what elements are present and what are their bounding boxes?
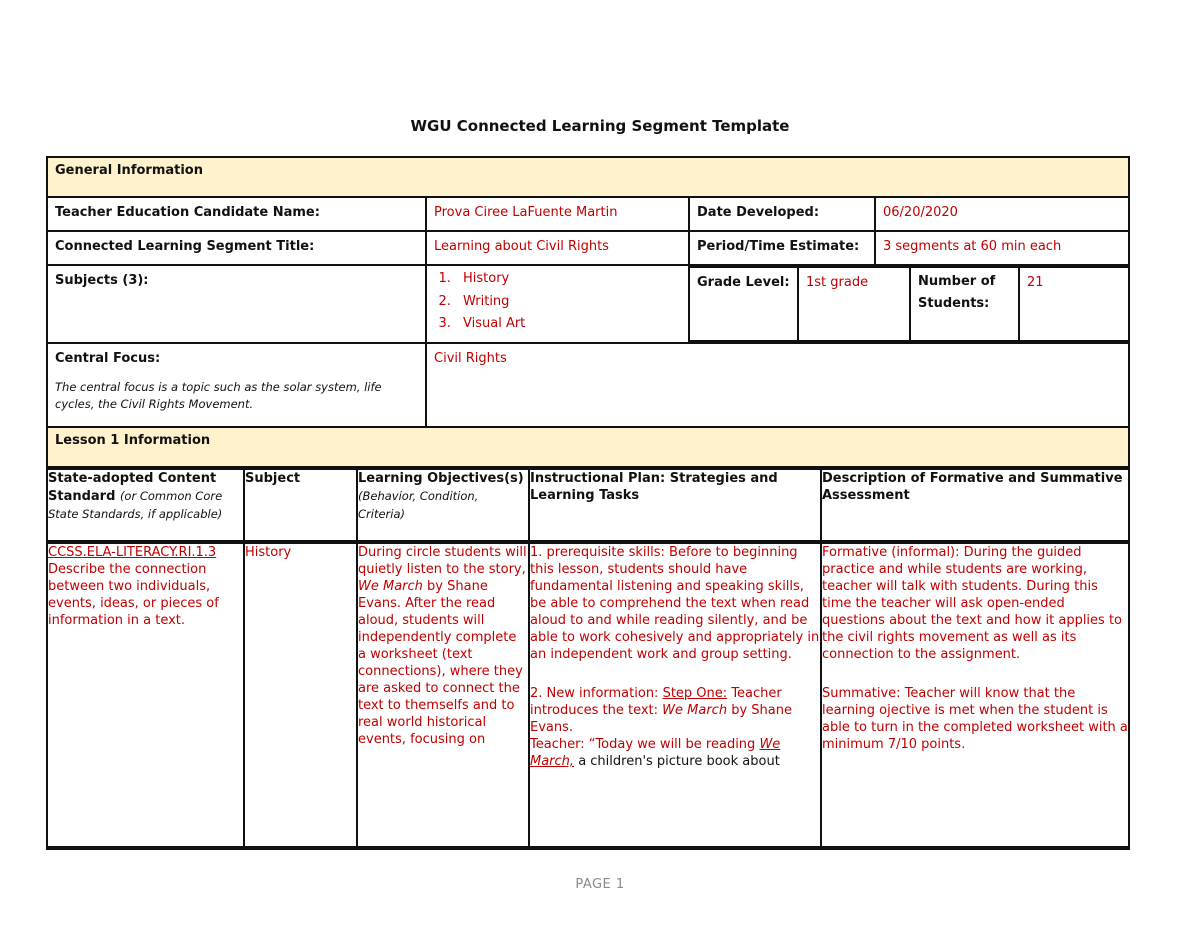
assessment-header: Description of Formative and Summative Assessment xyxy=(821,469,1130,541)
objectives-header xyxy=(357,469,529,541)
subjects-list-cell xyxy=(426,265,689,343)
objective-text-2: by Shane Evans. After the read aloud, students will independently complete a worksheet (text connections), where they are asked to connect the text to themselfs and to real world historical events, focusing on xyxy=(358,579,523,747)
plan-prerequisite-skills: 1. prerequisite skills: Before to beginning this lesson, students should have fundamental listening and speaking skills, be able to comprehend the text when read aloud to and while reading silently, and be able to work cohesively and appropriately in an independent work and group setting. xyxy=(530,545,820,662)
plan-step-one: Step One: xyxy=(662,686,728,701)
plan-quote-end: a children's picture book about xyxy=(578,754,780,769)
standard-header xyxy=(48,469,244,541)
standard-description: Describe the connection between two individuals, events, ideas, or pieces of information in a text. xyxy=(48,562,219,628)
assessment-cell xyxy=(821,543,1130,847)
date-developed-value: 06/20/2020 xyxy=(875,197,1129,231)
grade-level-value: 1st grade xyxy=(798,267,910,341)
plan-author: by Shane Evans. xyxy=(530,703,792,735)
subject-item: 3. Visual Art xyxy=(455,313,688,336)
standard-header-note: (or Common Core State Standards, if applicable) xyxy=(48,489,223,521)
objectives-header-note: (Behavior, Condition, Criteria) xyxy=(358,489,479,521)
number-of-students-value: 21 xyxy=(1019,267,1130,341)
subjects-label: Subjects (3): xyxy=(47,265,426,343)
learning-objective-cell xyxy=(357,543,529,847)
period-time-label: Period/Time Estimate: xyxy=(689,231,875,265)
plan-book-title: We March xyxy=(662,703,728,718)
subject-header: Subject xyxy=(244,469,357,541)
formative-assessment: Formative (informal): During the guided practice and while students are working, teacher will talk with students. During this time the teacher will ask open-ended questions about the text and how it applies to the civil rights movement as well as its connection to the assignment. xyxy=(822,545,1123,662)
objective-book-title: We March xyxy=(358,579,423,594)
segment-title-value: Learning about Civil Rights xyxy=(426,231,689,265)
summative-assessment: Summative: Teacher will know that the learning ojective is met when the student is able to turn in the completed worksheet with a minimum 7/10 points. xyxy=(822,686,1128,752)
date-developed-label: Date Developed: xyxy=(689,197,875,231)
lesson-1-table-cell xyxy=(47,467,1129,849)
period-time-value: 3 segments at 60 min each xyxy=(875,231,1129,265)
standard-code-link[interactable]: CCSS.ELA-LITERACY.RI.1.3 xyxy=(48,545,217,560)
candidate-name-value: Prova Ciree LaFuente Martin xyxy=(426,197,689,231)
standard-cell xyxy=(48,543,244,847)
plan-quote-book-title: We March, xyxy=(530,737,781,769)
subjects-list xyxy=(427,268,688,336)
objective-text-1: During circle students will quietly listen to the story, xyxy=(358,545,527,577)
subject-item: 2. Writing xyxy=(455,291,688,314)
candidate-name-label: Teacher Education Candidate Name: xyxy=(47,197,426,231)
lesson-template-table xyxy=(46,156,1130,850)
instructional-plan-header: Instructional Plan: Strategies and Learning Tasks xyxy=(529,469,821,541)
plan-new-info-label: 2. New information: xyxy=(530,686,659,701)
grade-students-cell xyxy=(689,265,1129,343)
instructional-plan-cell xyxy=(529,543,821,847)
subject-item: 1. History xyxy=(455,268,688,291)
standard-header-label: State-adopted Content Standard xyxy=(48,471,217,504)
segment-title-label: Connected Learning Segment Title: xyxy=(47,231,426,265)
central-focus-cell xyxy=(47,343,426,427)
page-number-footer: PAGE 1 xyxy=(575,877,625,892)
central-focus-value: Civil Rights xyxy=(426,343,1129,427)
grade-level-label: Grade Level: xyxy=(690,267,798,341)
central-focus-label: Central Focus: xyxy=(55,351,161,366)
objectives-header-label: Learning Objectives(s) xyxy=(358,471,524,486)
plan-quote-start: Teacher: “Today we will be reading xyxy=(530,737,756,752)
subject-value: History xyxy=(244,543,357,847)
plan-teacher-quote xyxy=(530,736,820,770)
lesson-1-information-heading: Lesson 1 Information xyxy=(47,427,1129,467)
document-title: WGU Connected Learning Segment Template xyxy=(410,117,790,135)
central-focus-note: The central focus is a topic such as the solar system, life cycles, the Civil Rights Movement. xyxy=(55,380,382,411)
number-of-students-label: Number of Students: xyxy=(910,267,1019,341)
general-information-heading: General Information xyxy=(47,157,1129,197)
plan-introduces-text: Teacher introduces the text: xyxy=(530,686,782,718)
plan-new-information xyxy=(530,685,820,736)
